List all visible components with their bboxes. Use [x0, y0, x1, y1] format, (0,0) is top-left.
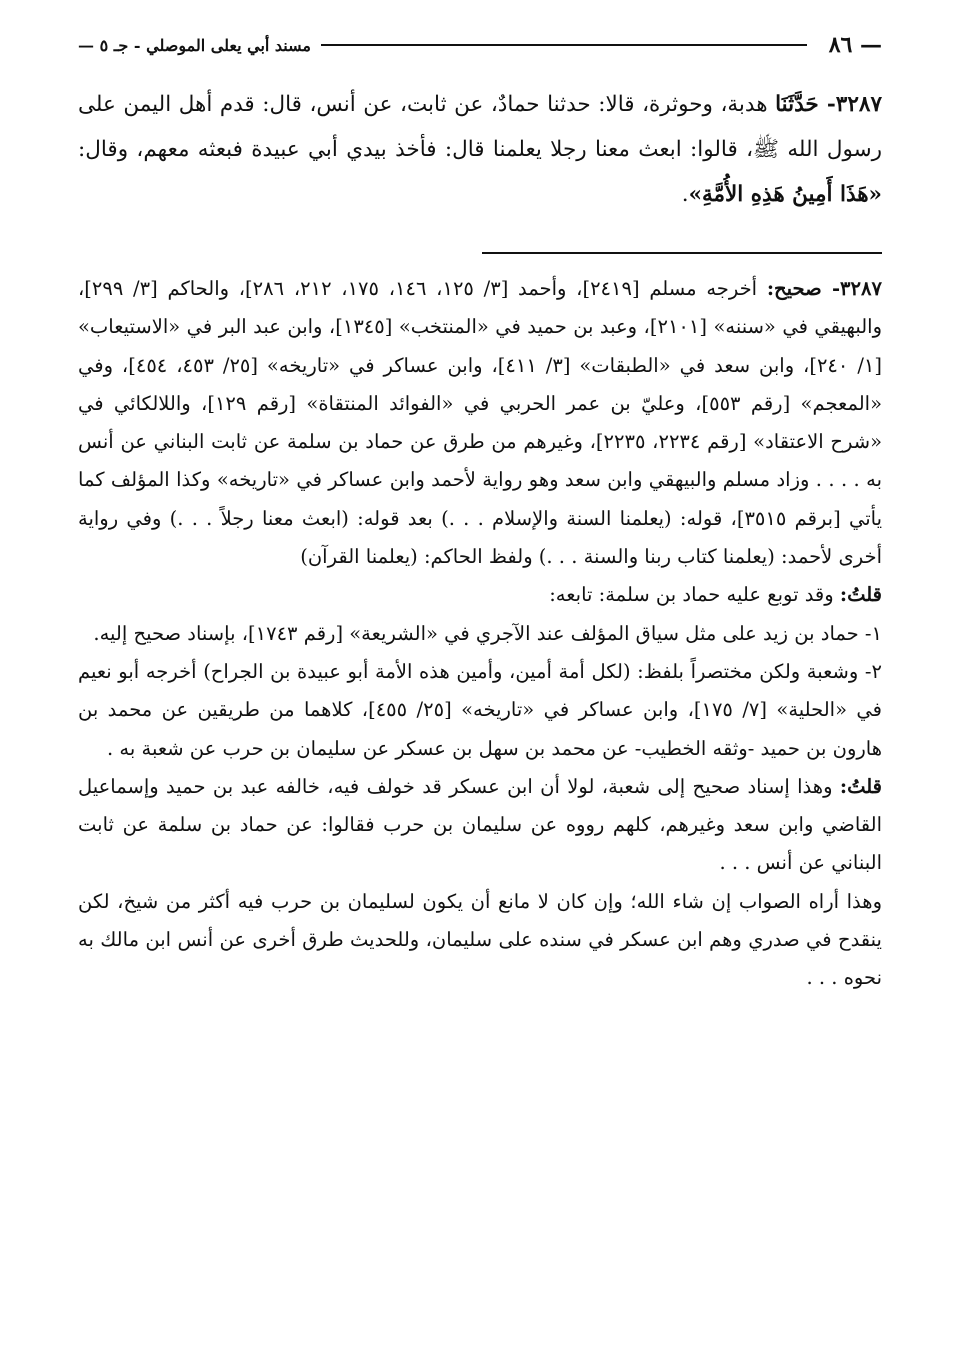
- footnote-text: وقد توبع عليه حماد بن سلمة: تابعه:: [549, 583, 834, 607]
- hadith-ending: .: [681, 182, 689, 207]
- footnote-text: ١- حماد بن زيد على مثل سياق المؤلف عند الآجري في «الشريعة» [رقم ١٧٤٣]، بإسناد صحيح إليه.: [93, 621, 882, 645]
- footnote-lead: ٣٢٨٧- صحيح:: [766, 277, 882, 300]
- hadith-body: هدبة، وحوثرة، قالا: حدثنا حمادٌ، عن ثابت، عن أنس، قال: قدم أهل اليمن على رسول الله ﷺ، قالوا: ابعث معنا رجلا يعلمنا قال: فأخذ بيدي أبي عبيدة فبعثه معهم، وقال:: [78, 92, 882, 162]
- footnote-text: ٢- وشعبة ولكن مختصراً بلفظ: (لكل أمة أمين، وأمين هذه الأمة أبو عبيدة بن الجراح) أخرجه أبو نعيم في «الحلية» [٧/ ١٧٥]، وابن عساكر في «تاريخه» [٢٥/ ٤٥٥]، كلاهما من طريقين عن محمد بن هارون بن حميد -وثقه الخطيب- عن محمد بن سهل بن عسكر عن سليمان بن حرب عن شعبة به .: [78, 659, 883, 760]
- footnotes: [78, 270, 882, 998]
- footnote-paragraph: [78, 883, 882, 998]
- footnote-paragraph: [78, 653, 882, 768]
- footnote-lead: قلتُ:: [839, 583, 882, 607]
- footnote-paragraph: [78, 270, 882, 576]
- hadith-text: ٣٢٨٧- حَدَّثَنَا هدبة، وحوثرة، قالا: حدثنا حمادٌ، عن ثابت، عن أنس، قال: قدم أهل اليمن على رسول الله ﷺ، قالوا: ابعث معنا رجلا يعلمنا قال: فأخذ بيدي أبي عبيدة فبعثه معهم، وقال: «هَذَا أَمِينُ هَذِهِ الأُمَّةِ».: [78, 92, 882, 207]
- header-rule: [321, 44, 807, 46]
- footnote-paragraph: [78, 576, 882, 614]
- running-header: [78, 30, 882, 60]
- footnote-paragraph: [78, 768, 882, 883]
- hadith-opening: حَدَّثَنَا: [775, 92, 819, 117]
- running-title: مسند أبي يعلى الموصلي - جـ ٥ —: [78, 36, 311, 55]
- hadith-quote: «هَذَا أَمِينُ هَذِهِ الأُمَّةِ»: [688, 182, 882, 207]
- hadith-number: ٣٢٨٧: [835, 92, 882, 117]
- footnote-text: أخرجه مسلم [٢٤١٩]، وأحمد [٣/ ١٢٥، ١٤٦، ١٧٥، ٢١٢، ٢٨٦]، والحاكم [٣/ ٢٩٩]، والبهيقي في «سننه» [٢١٠١]، وعبد بن حميد في «المنتخب» [١٣٤٥]، وابن عبد البر في «الاستيعاب» [١/ ٢٤٠]، وابن سعد في «الطبقات» [٣/ ٤١١]، وابن عساكر في «تاريخه» [٢٥/ ٤٥٣، ٤٥٤]، وفي «المعجم» [رقم ٥٥٣]، وعليّ بن عمر الحربي في «الفوائد المنتقاة» [رقم ١٢٩]، واللالكائي في «شرح الاعتقاد» [رقم ٢٢٣٤، ٢٢٣٥]، وغيرهم من طرق عن حماد بن سلمة عن ثابت البناني عن أنس به . . . . وزاد مسلم والبيهقي وابن سعد وهو رواية لأحمد وابن عساكر في «تاريخه» وكذا المؤلف كما يأتي [برقم ٣٥١٥]، قوله: (يعلمنا السنة والإسلام . . .) بعد قوله: (ابعث معنا رجلاً . . .) وفي رواية أخرى لأحمد: (يعلمنا كتاب ربنا والسنة . . .) ولفظ الحاكم: (يعلمنا القرآن): [78, 277, 883, 569]
- footnote-paragraph: [78, 615, 882, 653]
- footnote-lead: قلتُ:: [839, 774, 882, 798]
- footnote-separator: [482, 252, 882, 254]
- page-number: — ٨٦: [829, 32, 882, 58]
- page: [78, 0, 882, 1365]
- footnote-text: وهذا أراه الصواب إن شاء الله؛ وإن كان لا مانع أن يكون لسليمان بن حرب فيه أكثر من شيخ، لكن ينقدح في صدري وهم ابن عسكر في سنده على سليمان، وللحديث طرق أخرى عن أنس ابن مالك به نحوه . . .: [78, 889, 882, 990]
- footnote-text: وهذا إسناد صحيح إلى شعبة، لولا أن ابن عسكر قد خولف فيه، خالفه عبد بن حميد وإسماعيل القاضي وابن سعد وغيرهم، كلهم رووه عن سليمان بن حرب فقالوا: عن حماد بن سلمة عن ثابت البناني عن أنس . . .: [78, 774, 882, 875]
